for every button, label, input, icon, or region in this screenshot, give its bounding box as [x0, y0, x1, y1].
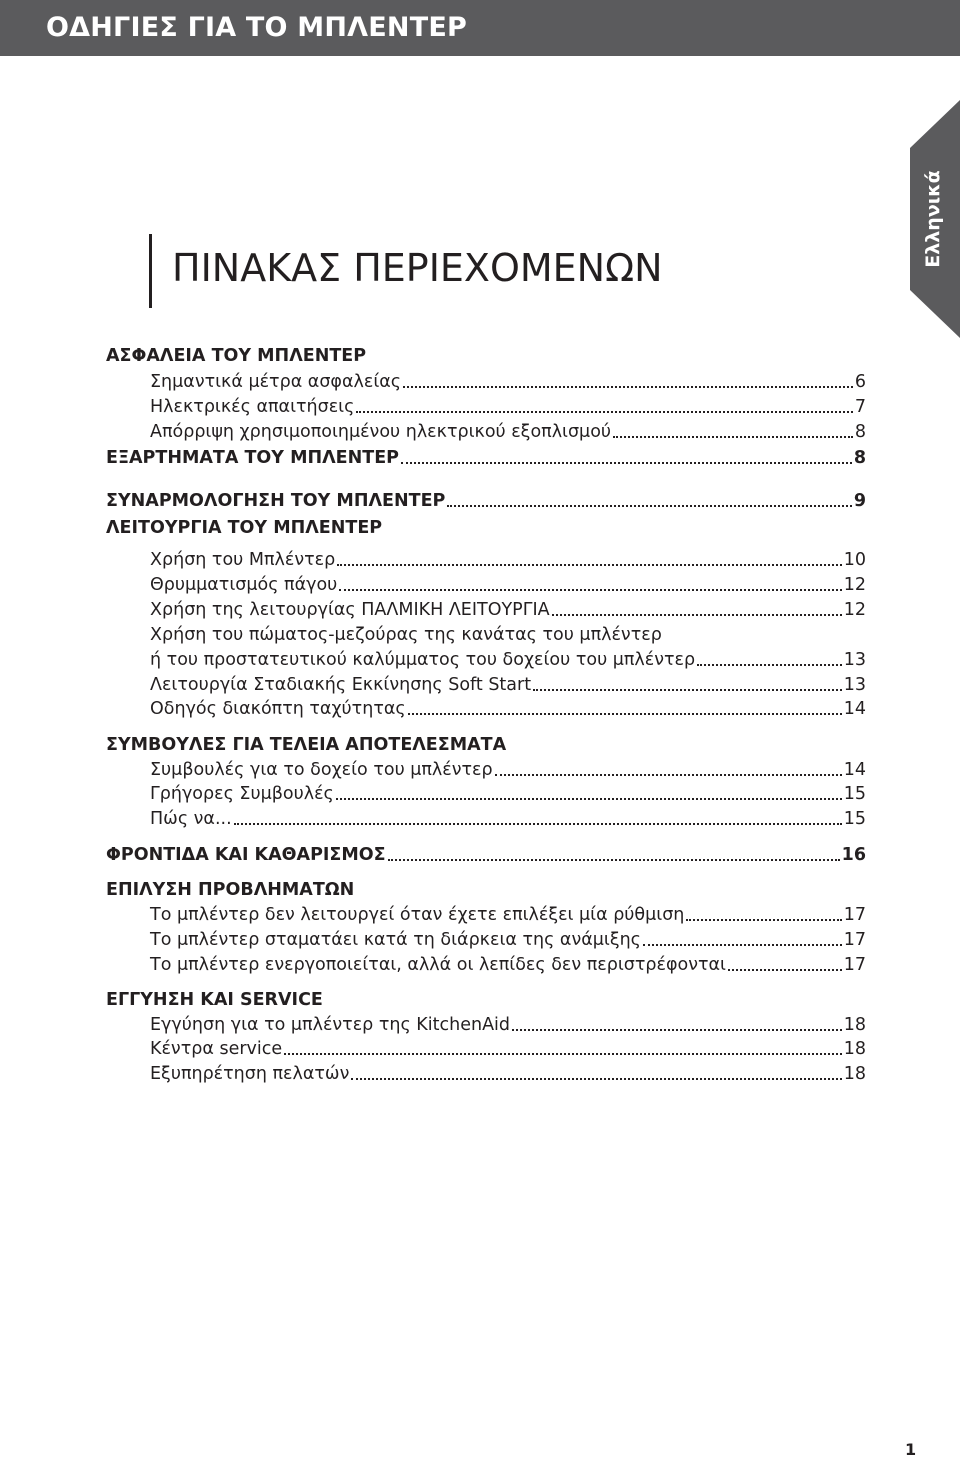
- toc-dot-leader: [643, 944, 842, 946]
- toc-item-row: [150, 620, 866, 646]
- toc-page-number: 13: [843, 675, 866, 695]
- toc-page-number: 10: [843, 550, 866, 570]
- toc-page-number: 8: [854, 422, 866, 442]
- toc-item-row: [150, 670, 866, 696]
- toc-section-row: [106, 730, 866, 756]
- toc-item-row: [150, 779, 866, 805]
- toc-section-label: ΑΣΦΑΛΕΙΑ ΤΟΥ ΜΠΛΕΝΤΕΡ: [106, 346, 367, 366]
- toc-item-row: [150, 570, 866, 596]
- header-title: ΟΔΗΓΙΕΣ ΓΙΑ ΤΟ ΜΠΛΕΝΤΕΡ: [46, 12, 467, 43]
- toc-section-row: [106, 341, 866, 367]
- language-tab-label: Ελληνικά: [922, 170, 944, 268]
- toc-item-row: [150, 367, 866, 393]
- toc-page-number: 6: [854, 372, 866, 392]
- toc-dot-leader: [339, 589, 841, 591]
- toc-item-label: Θρυμματισμός πάγου: [150, 575, 338, 595]
- toc-section-label: ΕΓΓΥΗΣΗ ΚΑΙ SERVICE: [106, 990, 323, 1010]
- toc-section-label: ΕΠΙΛΥΣΗ ΠΡΟΒΛΗΜΑΤΩΝ: [106, 880, 355, 900]
- toc-item-label: ή του προστατευτικού καλύμματος του δοχείου του μπλέντερ: [150, 650, 696, 670]
- toc-dot-leader: [495, 774, 842, 776]
- toc-dot-leader: [234, 823, 842, 825]
- toc-dot-leader: [697, 664, 842, 666]
- toc-item-row: [150, 595, 866, 621]
- toc-heading-rule: [149, 234, 152, 308]
- toc-page-number: 17: [843, 905, 866, 925]
- toc-dot-leader: [686, 919, 841, 921]
- toc-item-label: Οδηγός διακόπτη ταχύτητας: [150, 699, 406, 719]
- toc-dot-leader: [447, 505, 851, 507]
- toc-section-row: [106, 875, 866, 901]
- toc-page-number: 12: [843, 575, 866, 595]
- toc-dot-leader: [408, 713, 842, 715]
- toc-item-label: Εξυπηρέτηση πελατών: [150, 1064, 350, 1084]
- toc-dot-leader: [337, 564, 842, 566]
- toc-page-number: 18: [843, 1064, 866, 1084]
- header-bar: [0, 0, 960, 56]
- toc-item-label: Κέντρα service: [150, 1039, 283, 1059]
- toc-page-number: 8: [853, 448, 866, 468]
- toc-section-label: ΛΕΙΤΟΥΡΓΙΑ ΤΟΥ ΜΠΛΕΝΤΕΡ: [106, 518, 383, 538]
- toc-page-number: 17: [843, 955, 866, 975]
- toc-item-row: [150, 1010, 866, 1036]
- toc-item-row: [150, 1034, 866, 1060]
- toc-dot-leader: [356, 411, 852, 413]
- toc-page-number: 15: [843, 809, 866, 829]
- toc-item-label: Λειτουργία Σταδιακής Εκκίνησης Soft Start: [150, 675, 532, 695]
- toc-dot-leader: [388, 859, 840, 861]
- toc-section-label: ΣΥΝΑΡΜΟΛΟΓΗΣΗ ΤΟΥ ΜΠΛΕΝΤΕΡ: [106, 491, 446, 511]
- toc-dot-leader: [351, 1078, 841, 1080]
- toc-section-row: [106, 443, 866, 469]
- toc-page-number: 15: [843, 784, 866, 804]
- toc-item-label: Χρήση του πώματος-μεζούρας της κανάτας του μπλέντερ: [150, 625, 662, 645]
- toc-dot-leader: [336, 798, 842, 800]
- toc-dot-leader: [403, 386, 853, 388]
- toc-section-label: ΦΡΟΝΤΙΔΑ ΚΑΙ ΚΑΘΑΡΙΣΜΟΣ: [106, 845, 386, 865]
- toc-page-number: 18: [843, 1039, 866, 1059]
- toc-page-number: 18: [843, 1015, 866, 1035]
- toc-item-label: Εγγύηση για το μπλέντερ της KitchenAid: [150, 1015, 511, 1035]
- toc-page-number: 12: [843, 600, 866, 620]
- toc-page-number: 16: [841, 845, 866, 865]
- toc-page-number: 9: [853, 491, 866, 511]
- toc-section-row: [106, 840, 866, 866]
- toc-item-label: Σημαντικά μέτρα ασφαλείας: [150, 372, 402, 392]
- toc-page-number: 14: [843, 699, 866, 719]
- toc-dot-leader: [401, 462, 852, 464]
- toc-item-row: [150, 900, 866, 926]
- toc-item-row: [150, 694, 866, 720]
- toc-item-label: Συμβουλές για το δοχείο του μπλέντερ: [150, 760, 493, 780]
- toc-item-row: [150, 645, 866, 671]
- toc-item-label: Το μπλέντερ δεν λειτουργεί όταν έχετε επιλέξει μία ρύθμιση: [150, 905, 685, 925]
- toc-item-row: [150, 392, 866, 418]
- toc-item-label: Χρήση της λειτουργίας ΠΑΛΜΙΚΗ ΛΕΙΤΟΥΡΓΙΑ: [150, 600, 550, 620]
- toc-section-row: [106, 486, 866, 512]
- toc-item-label: Πώς να...: [150, 809, 232, 829]
- toc-page-number: 14: [843, 760, 866, 780]
- toc-item-label: Γρήγορες Συμβουλές: [150, 784, 334, 804]
- toc-dot-leader: [728, 969, 842, 971]
- toc-item-row: [150, 1059, 866, 1085]
- toc-item-label: Απόρριψη χρησιμοποιημένου ηλεκτρικού εξοπλισμού: [150, 422, 612, 442]
- toc-page-number: 7: [854, 397, 866, 417]
- toc-item-label: Το μπλέντερ σταματάει κατά τη διάρκεια της ανάμιξης: [150, 930, 641, 950]
- toc-item-row: [150, 925, 866, 951]
- toc-title: ΠΙΝΑΚΑΣ ΠΕΡΙΕΧΟΜΕΝΩΝ: [172, 246, 663, 290]
- toc-section-label: ΕΞΑΡΤΗΜΑΤΑ ΤΟΥ ΜΠΛΕΝΤΕΡ: [106, 448, 399, 468]
- toc-dot-leader: [613, 436, 853, 438]
- page-number: 1: [905, 1440, 917, 1459]
- toc-item-row: [150, 950, 866, 976]
- toc-item-label: Το μπλέντερ ενεργοποιείται, αλλά οι λεπίδες δεν περιστρέφονται: [150, 955, 726, 975]
- toc-item-row: [150, 417, 866, 443]
- toc-item-row: [150, 804, 866, 830]
- toc-dot-leader: [552, 614, 842, 616]
- toc-page-number: 13: [843, 650, 866, 670]
- toc-item-label: Χρήση του Μπλέντερ: [150, 550, 336, 570]
- toc-page-number: 17: [843, 930, 866, 950]
- toc-section-row: [106, 985, 866, 1011]
- toc-item-label: Ηλεκτρικές απαιτήσεις: [150, 397, 355, 417]
- toc-dot-leader: [512, 1029, 842, 1031]
- toc-section-label: ΣΥΜΒΟΥΛΕΣ ΓΙΑ ΤΕΛΕΙΑ ΑΠΟΤΕΛΕΣΜΑΤΑ: [106, 735, 507, 755]
- toc-section-row: [106, 513, 866, 539]
- toc-item-row: [150, 755, 866, 781]
- toc-item-row: [150, 545, 866, 571]
- toc-dot-leader: [284, 1053, 842, 1055]
- toc-dot-leader: [533, 689, 842, 691]
